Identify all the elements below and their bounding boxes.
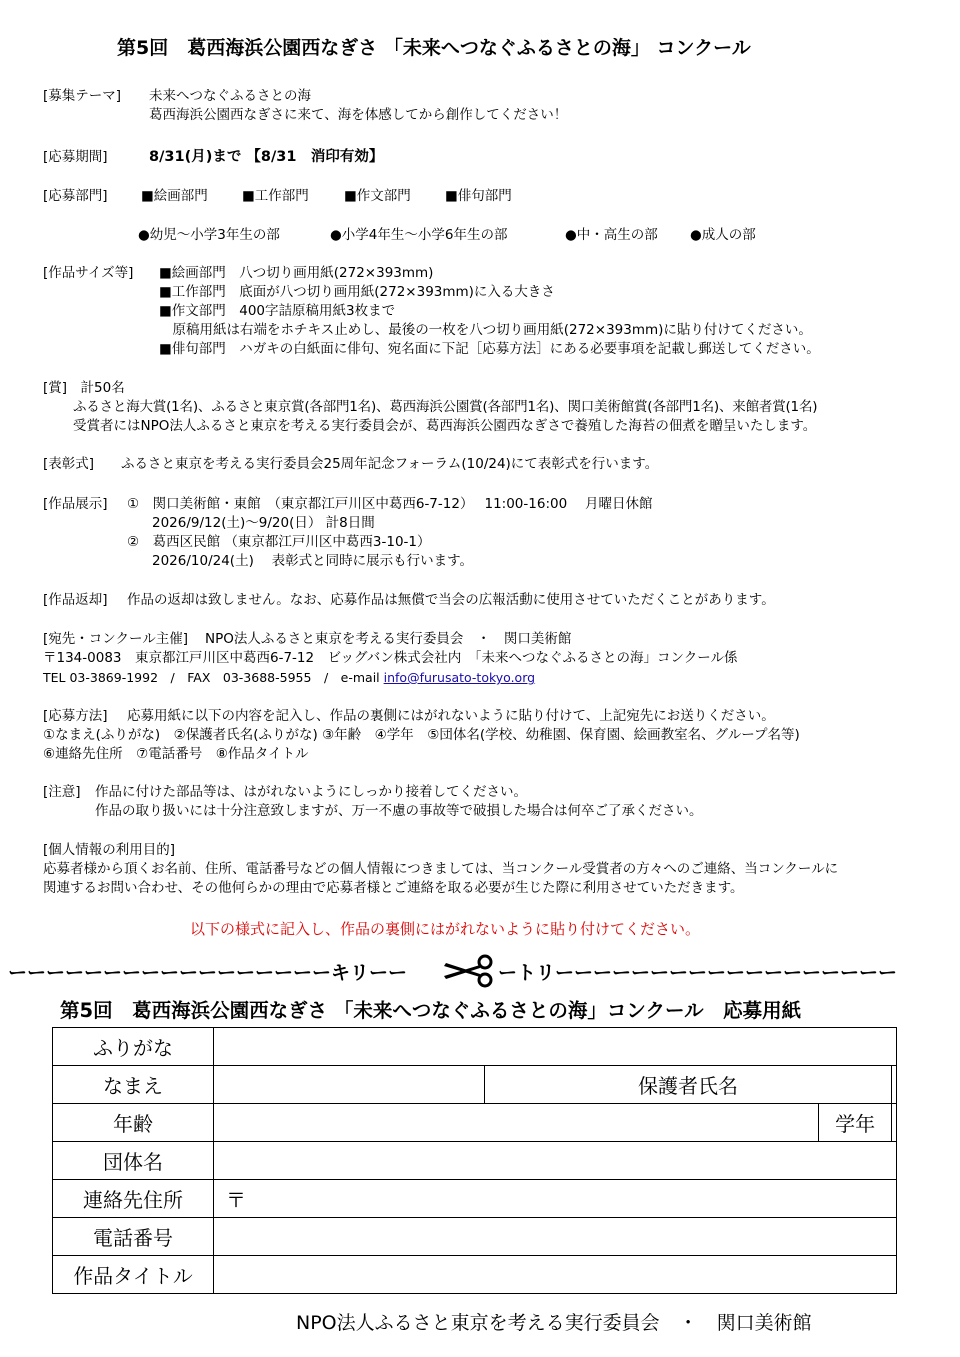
age-label: 年齢: [53, 1104, 214, 1142]
size-line: ■作文部門 400字詰原稿用紙3枚まで: [159, 303, 396, 319]
category-item: ■俳句部門: [445, 188, 512, 204]
age-group: ●成人の部: [690, 227, 756, 243]
award-text: ふるさと東京を考える実行委員会25周年記念フォーラム(10/24)にて表彰式を行います。: [121, 456, 659, 472]
method-line1: 応募用紙に以下の内容を記入し、作品の裏側にはがれないように貼り付けて、上記宛先にお送りください。: [127, 708, 775, 724]
method-label: [応募方法]: [43, 708, 108, 724]
group-label: 団体名: [53, 1142, 214, 1180]
categories-label: [応募部門]: [43, 188, 108, 204]
exhibition-line4: 2026/10/24(土) 表彰式と同時に展示も行います。: [152, 553, 474, 569]
note-label: [注意]: [43, 784, 81, 800]
size-label: [作品サイズ等]: [43, 265, 134, 281]
name-label: なまえ: [53, 1066, 214, 1104]
scissors-icon: [440, 954, 498, 992]
address-field[interactable]: [214, 1180, 897, 1218]
award-label: [表彰式]: [43, 456, 95, 472]
size-line: 原稿用紙は右端をホチキス止めし、最後の一枚を八つ切り画用紙(272×393mm)に貼り付けてください。: [159, 322, 812, 338]
privacy-label: [個人情報の利用目的]: [43, 842, 176, 858]
work-title-field[interactable]: [214, 1256, 897, 1294]
address-label-cell: 連絡先住所: [53, 1180, 214, 1218]
prize-label: [賞] 計50名: [43, 380, 125, 396]
category-item: ■絵画部門: [141, 188, 208, 204]
theme-line2: 葛西海浜公園西なぎさに来て、海を体感してから創作してください！: [149, 107, 568, 123]
age-group: ●中・高生の部: [565, 227, 658, 243]
theme-line1: 未来へつなぐふるさとの海: [149, 88, 311, 104]
exhibition-line1: ① 関口美術館・東館 （東京都江戸川区中葛西6-7-12） 11:00-16:00 月曜日休館: [127, 496, 653, 512]
note-line1: 作品に付けた部品等は、はがれないようにしっかり接着してください。: [95, 784, 527, 800]
address-label: [宛先・コンクール主催]: [43, 631, 188, 647]
form-title: 第5回 葛西海浜公園西なぎさ 「未来へつなぐふるさとの海」コンクール 応募用紙: [60, 999, 802, 1022]
instruction-text: 以下の様式に記入し、作品の裏側にはがれないように貼り付けてください。: [190, 920, 701, 938]
note-line2: 作品の取り扱いには十分注意致しますが、万一不慮の事故等で破損した場合は何卒ご了承ください。: [95, 803, 703, 819]
method-line2: ①なまえ(ふりがな) ②保護者氏名(ふりがな) ③年齢 ④学年 ⑤団体名(学校、幼稚園、保育園、絵画教室名、グループ名等): [43, 727, 800, 743]
exhibition-label: [作品展示]: [43, 496, 108, 512]
return-text: 作品の返却は致しません。なお、応募作品は無償で当会の広報活動に使用させていただくことがあります。: [127, 592, 775, 608]
prize-line2: 受賞者にはNPO法人ふるさと東京を考える実行委員会が、葛西海浜公園西なぎさで養殖した海苔の佃煮を贈呈いたします。: [73, 418, 817, 434]
age-group: ●小学4年生～小学6年生の部: [330, 227, 508, 243]
guardian-label: 保護者氏名: [485, 1066, 892, 1104]
size-line: ■俳句部門 ハガキの白紙面に俳句、宛名面に下記［応募方法］にある必要事項を記載し郵送してください。: [159, 341, 820, 357]
method-line3: ⑥連絡先住所 ⑦電話番号 ⑧作品タイトル: [43, 746, 309, 762]
work-title-label: 作品タイトル: [53, 1256, 214, 1294]
email-link[interactable]: info@furusato-tokyo.org: [383, 670, 536, 685]
period-text: 8/31(月)まで 【8/31 消印有効】: [149, 149, 384, 165]
contact-line: [43, 668, 535, 688]
furigana-label: ふりがな: [53, 1028, 214, 1066]
size-line: ■絵画部門 八つ切り画用紙(272×393mm): [159, 265, 434, 281]
category-item: ■作文部門: [344, 188, 411, 204]
application-form: [52, 1027, 897, 1294]
age-group: ●幼児～小学3年生の部: [138, 227, 280, 243]
phone-label: 電話番号: [53, 1218, 214, 1256]
footer-organizer: NPO法人ふるさと東京を考える実行委員会 ・ 関口美術館: [296, 1312, 812, 1334]
privacy-line2: 関連するお問い合わせ、その他何らかの理由で応募者様とご連絡を取る必要が生じた際に利用させていただきます。: [43, 880, 744, 896]
period-label: [応募期間]: [43, 149, 108, 165]
guardian-field[interactable]: [892, 1066, 897, 1104]
contact-text: TEL 03-3869-1992 / FAX 03-3688-5955 / e-mail: [43, 670, 380, 685]
category-item: ■工作部門: [242, 188, 309, 204]
page-title: 第5回 葛西海浜公園西なぎさ 「未来へつなぐふるさとの海」 コンクール: [117, 37, 751, 59]
cut-line-right: ートリーーーーーーーーーーーーーーーーーー: [498, 962, 898, 984]
address-org: NPO法人ふるさと東京を考える実行委員会 ・ 関口美術館: [205, 631, 572, 647]
return-label: [作品返却]: [43, 592, 108, 608]
theme-label: [募集テーマ]: [43, 88, 122, 104]
size-line: ■工作部門 底面が八つ切り画用紙(272×393mm)に入る大きさ: [159, 284, 555, 300]
grade-label: 学年: [819, 1104, 892, 1142]
address-line2: 〒134-0083 東京都江戸川区中葛西6-7-12 ビッグバン株式会社内 「未来へつなぐふるさとの海」コンクール係: [43, 650, 738, 666]
cut-line-left: ーーーーーーーーーーーーーーーーーキリーー: [8, 962, 408, 984]
privacy-line1: 応募者様から頂くお名前、住所、電話番号などの個人情報につきましては、当コンクール受賞者の方々へのご連絡、当コンクールに: [43, 861, 839, 877]
group-field[interactable]: [214, 1142, 897, 1180]
exhibition-line3: ② 葛西区民館 （東京都江戸川区中葛西3-10-1）: [127, 534, 431, 550]
grade-field[interactable]: [892, 1104, 897, 1142]
phone-field[interactable]: [214, 1218, 897, 1256]
age-field[interactable]: [214, 1104, 819, 1142]
furigana-field[interactable]: [214, 1028, 897, 1066]
exhibition-line2: 2026/9/12(土)～9/20(日） 計8日間: [152, 515, 375, 531]
prize-line1: ふるさと海大賞(1名)、ふるさと東京賞(各部門1名)、葛西海浜公園賞(各部門1名)、関口美術館賞(各部門1名)、来館者賞(1名): [73, 399, 818, 415]
name-field[interactable]: [214, 1066, 485, 1104]
postal-mark: 〒: [226, 1188, 246, 1212]
